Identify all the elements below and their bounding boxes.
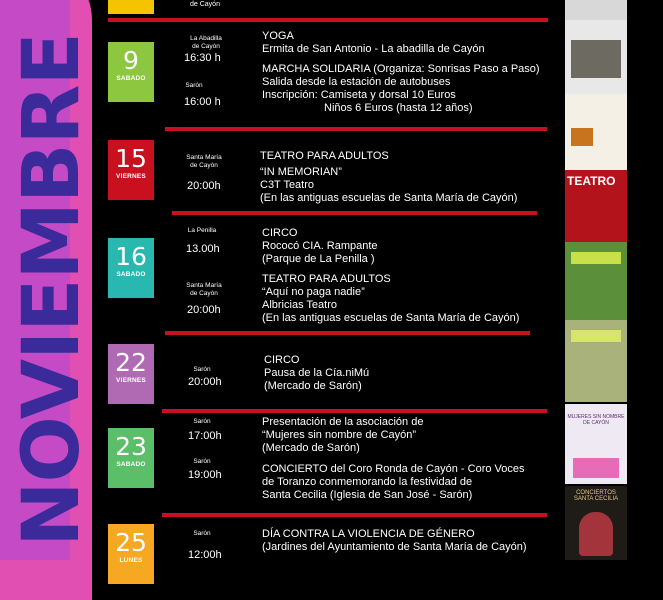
- event-time: 19:00h: [188, 469, 222, 481]
- event-location: Santa María de Cayón: [186, 282, 222, 297]
- day-name: LUNES: [119, 557, 143, 564]
- separator: [172, 211, 537, 215]
- event-description: YOGA Ermita de San Antonio - La abadilla de Cayón: [262, 30, 485, 55]
- poster-conciertos: [565, 486, 627, 560]
- event-time: 20:00h: [188, 376, 222, 388]
- event-time: 20:00h: [187, 180, 221, 192]
- previous-day-box: [108, 0, 154, 14]
- event-location: La Penilla: [187, 227, 217, 234]
- event-description: CONCIERTO del Coro Ronda de Cayón - Coro Voces de Toranzo conmemorando la festividad de Santa Cecilia (Iglesia de San José - Sarón): [262, 463, 525, 501]
- event-time: 13.00h: [186, 243, 220, 255]
- previous-location: de Cayón: [190, 1, 220, 8]
- day-box-22: [108, 344, 154, 404]
- poster-image: [565, 0, 627, 20]
- poster-image: [565, 320, 627, 402]
- poster-image: [565, 242, 627, 320]
- event-location: La Abadilla de Cayón: [190, 35, 222, 50]
- month-banner: [0, 0, 97, 560]
- day-number: 16: [115, 242, 147, 271]
- poster-column: [565, 0, 627, 560]
- event-description: CIRCO Rococó CIA. Rampante (Parque de La Penilla ): [262, 227, 378, 265]
- poster-title: TEATRO: [567, 174, 616, 188]
- day-number: 25: [115, 528, 147, 557]
- event-location: Sarón: [193, 366, 211, 373]
- separator: [165, 127, 547, 131]
- event-description: Presentación de la asociación de “Mujeres sin nombre de Cayón” (Mercado de Sarón): [262, 416, 424, 454]
- event-time: 17:00h: [188, 430, 222, 442]
- day-name: SABADO: [116, 271, 146, 278]
- separator: [165, 331, 530, 335]
- event-time: 20:00h: [187, 304, 221, 316]
- separator: [162, 513, 547, 517]
- day-box-9: [108, 42, 154, 102]
- poster-title: CONCIERTOS SANTA CECILIA: [573, 490, 619, 502]
- event-description: CIRCO Pausa de la Cía.niMú (Mercado de Sarón): [264, 354, 370, 392]
- separator: [162, 409, 547, 413]
- event-time: 16:00 h: [184, 96, 221, 108]
- day-name: SABADO: [116, 75, 146, 82]
- day-box-16: [108, 238, 154, 298]
- event-location: Santa María de Cayón: [186, 154, 222, 169]
- poster-image: [565, 94, 627, 170]
- event-location: Sarón: [193, 458, 211, 465]
- month-title: NOVIEMBRE: [7, 33, 97, 547]
- event-description: TEATRO PARA ADULTOS “IN MEMORIAN” C3T Teatro (En las antiguas escuelas de Santa María de Cayón): [260, 150, 518, 204]
- poster-teatro: [565, 170, 627, 242]
- event-location: Sarón: [193, 530, 211, 537]
- day-name: SABADO: [116, 461, 146, 468]
- day-box-23: [108, 428, 154, 488]
- day-number: 22: [115, 348, 147, 377]
- day-name: VIERNES: [116, 377, 146, 384]
- event-description: DÍA CONTRA LA VIOLENCIA DE GÉNERO (Jardines del Ayuntamiento de Santa María de Cayón): [262, 528, 527, 553]
- separator: [108, 18, 548, 22]
- day-name: VIERNES: [116, 173, 146, 180]
- day-number: 23: [115, 432, 147, 461]
- event-time: 12:00h: [188, 549, 222, 561]
- poster-mujeres: [565, 404, 627, 484]
- day-box-25: [108, 524, 154, 584]
- poster-title: MUJERES SIN NOMBRE DE CAYÓN: [567, 414, 625, 426]
- day-number: 15: [115, 144, 147, 173]
- event-location: Sarón: [193, 418, 211, 425]
- event-description: TEATRO PARA ADULTOS “Aquí no paga nadie” Albricias Teatro (En las antiguas escuelas de Santa María de Cayón): [262, 273, 520, 324]
- event-location: Sarón: [185, 82, 203, 89]
- event-time: 16:30 h: [184, 52, 221, 64]
- event-description: MARCHA SOLIDARIA (Organiza: Sonrisas Paso a Paso) Salida desde la estación de autobuses Inscripción: Camiseta y dorsal 10 Euros Niños 6 Euros (hasta 12 años): [262, 63, 540, 114]
- poster-image: [565, 20, 627, 94]
- day-box-15: [108, 140, 154, 200]
- day-number: 9: [123, 46, 139, 75]
